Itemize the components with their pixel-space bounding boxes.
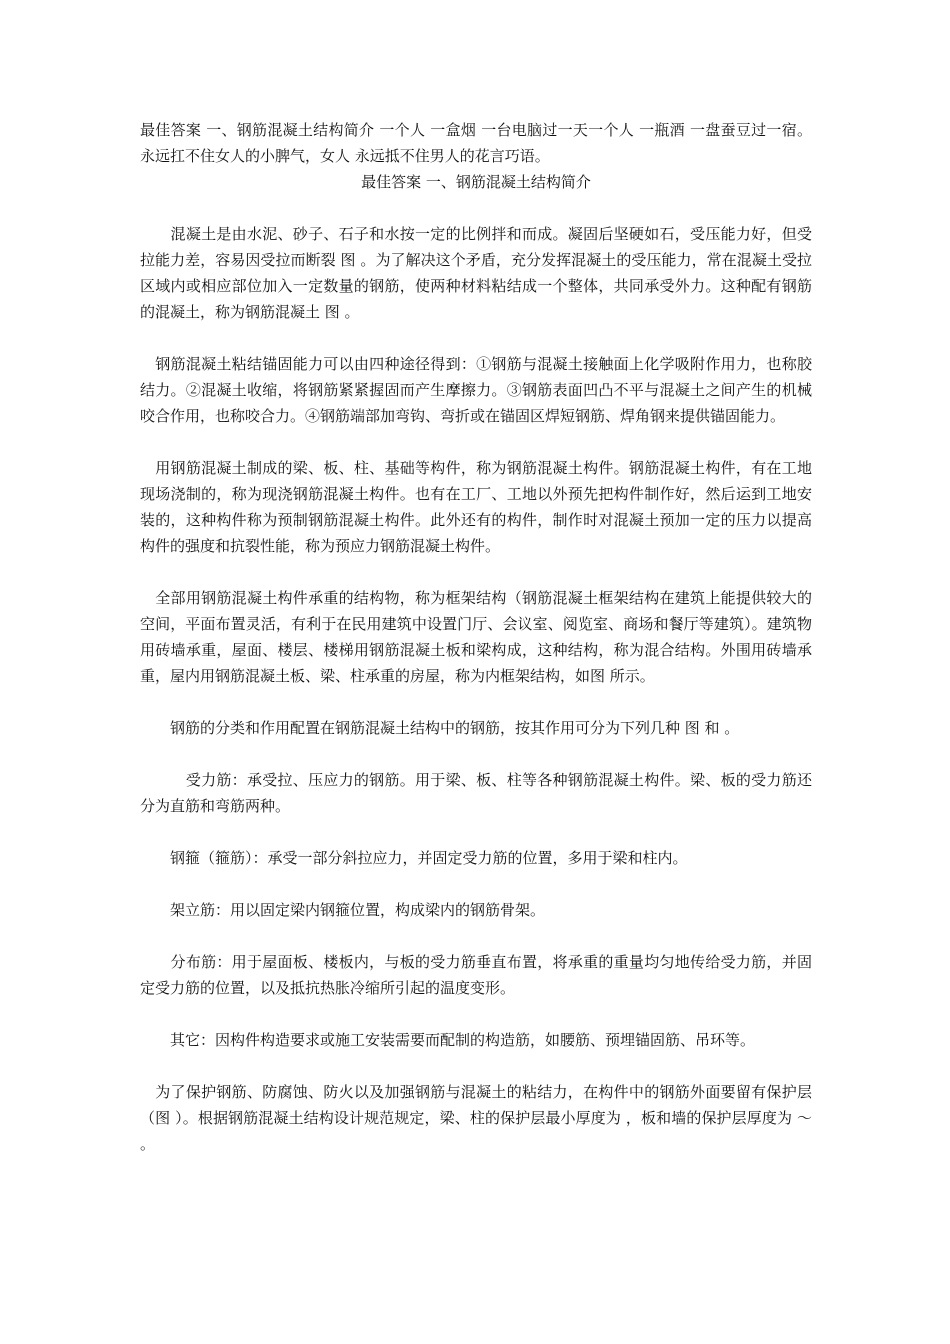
paragraph-protective-layer: 为了保护钢筋、防腐蚀、防火以及加强钢筋与混凝土的粘结力，在构件中的钢筋外面要留有保护层（图 ）。根据钢筋混凝土结构设计规范规定，梁、柱的保护层最小厚度为 ，板和墙的保护层厚度为 ～ 。	[140, 1083, 812, 1153]
header-line: 最佳答案 一、钢筋混凝土结构简介 一个人 一盒烟 一台电脑过一天一个人 一瓶酒 一盘蚕豆过一宿。永远扛不住女人的小脾气，女人 永远抵不住男人的花言巧语。	[140, 121, 812, 165]
paragraph-concrete-intro: 混凝土是由水泥、砂子、石子和水按一定的比例拌和而成。凝固后坚硬如石，受压能力好，但受拉能力差，容易因受拉而断裂 图 。为了解决这个矛盾，充分发挥混凝土的受压能力，常在混凝土受拉区域内或相应部位加入一定数量的钢筋，使两种材料粘结成一个整体，共同承受外力。这种配有钢筋的混凝土，称为钢筋混凝土 图 。	[140, 225, 812, 321]
document-title: 最佳答案 一、钢筋混凝土结构简介	[361, 173, 591, 191]
paragraph-main-rebar: 受力筋：承受拉、压应力的钢筋。用于梁、板、柱等各种钢筋混凝土构件。梁、板的受力筋还分为直筋和弯筋两种。	[140, 771, 812, 815]
paragraph-other-bars: 其它：因构件构造要求或施工安装需要而配制的构造筋，如腰筋、预埋锚固筋、吊环等。	[140, 1031, 756, 1049]
document-body	[140, 117, 812, 1157]
paragraph-distribution-bar: 分布筋：用于屋面板、楼板内，与板的受力筋垂直布置，将承重的重量均匀地传给受力筋，并固定受力筋的位置，以及抵抗热胀冷缩所引起的温度变形。	[140, 953, 812, 997]
paragraph-frame-structure: 全部用钢筋混凝土构件承重的结构物，称为框架结构（钢筋混凝土框架结构在建筑上能提供较大的空间，平面布置灵活，有利于在民用建筑中设置门厅、会议室、阅览室、商场和餐厅等建筑）。建筑物用砖墙承重，屋面、楼层、楼梯用钢筋混凝土板和梁构成，这种结构，称为混合结构。外围用砖墙承重，屋内用钢筋混凝土板、梁、柱承重的房屋，称为内框架结构，如图 所示。	[140, 589, 812, 685]
paragraph-bond-anchorage: 钢筋混凝土粘结锚固能力可以由四种途径得到：①钢筋与混凝土接触面上化学吸附作用力，也称胶结力。②混凝土收缩，将钢筋紧紧握固而产生摩擦力。③钢筋表面凹凸不平与混凝土之间产生的机械咬合作用，也称咬合力。④钢筋端部加弯钩、弯折或在锚固区焊短钢筋、焊角钢来提供锚固能力。	[140, 355, 812, 425]
paragraph-components: 用钢筋混凝土制成的梁、板、柱、基础等构件，称为钢筋混凝土构件。钢筋混凝土构件，有在工地现场浇制的，称为现浇钢筋混凝土构件。也有在工厂、工地以外预先把构件制作好，然后运到工地安装的，这种构件称为预制钢筋混凝土构件。此外还有的构件，制作时对混凝土预加一定的压力以提高构件的强度和抗裂性能，称为预应力钢筋混凝土构件。	[140, 459, 812, 555]
paragraph-rebar-classification: 钢筋的分类和作用配置在钢筋混凝土结构中的钢筋，按其作用可分为下列几种 图 和 。	[140, 719, 740, 737]
paragraph-erection-bar: 架立筋：用以固定梁内钢箍位置，构成梁内的钢筋骨架。	[140, 901, 546, 919]
paragraph-stirrup: 钢箍（箍筋）：承受一部分斜拉应力，并固定受力筋的位置，多用于梁和柱内。	[140, 849, 688, 867]
